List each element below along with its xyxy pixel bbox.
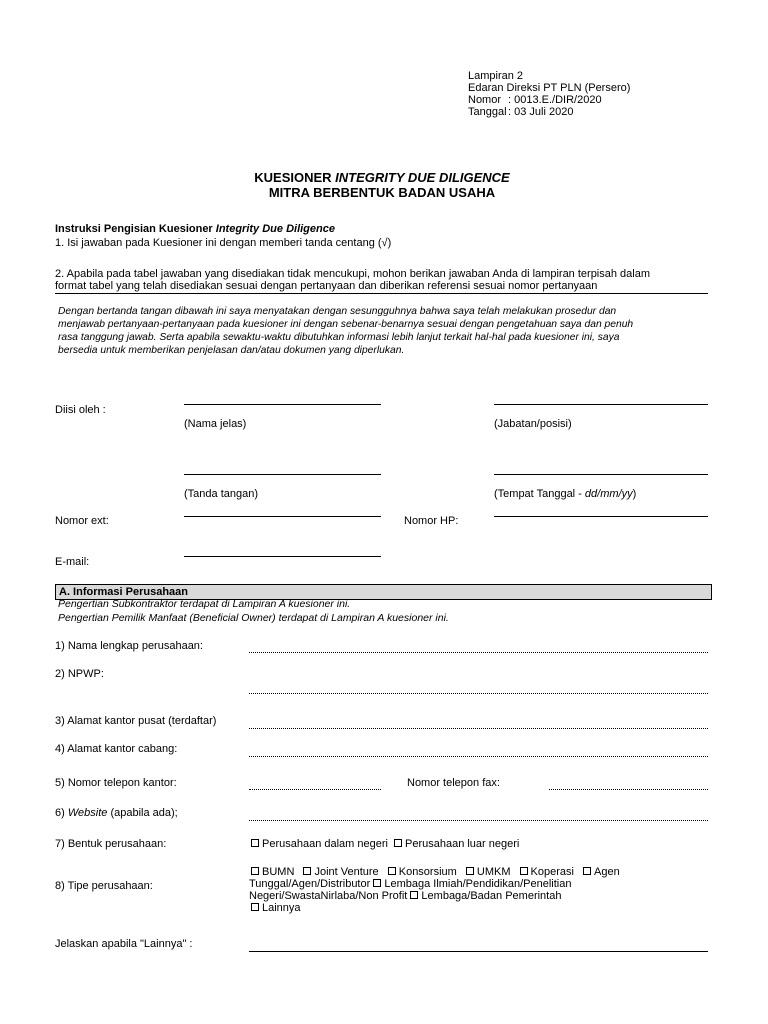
- instructions-heading-prefix: Instruksi Pengisian Kuesioner: [55, 223, 216, 235]
- title-prefix: KUESIONER: [254, 170, 336, 185]
- q4-field[interactable]: [249, 756, 708, 757]
- q8-option-label: Lainnya: [262, 902, 301, 914]
- checkbox-icon: [251, 903, 259, 911]
- q8-option-lainnya[interactable]: [251, 902, 301, 914]
- nomor-ext-field[interactable]: [184, 516, 381, 517]
- instructions-heading: [55, 223, 335, 235]
- instructions-heading-italic: Integrity Due Diligence: [215, 223, 335, 235]
- q8-options-line1: [251, 866, 626, 878]
- q7-options: [251, 838, 525, 850]
- checkbox-icon: [410, 891, 418, 899]
- statement-line-1: Dengan bertanda tangan dibawah ini saya menyatakan dengan sesungguhnya bahwa saya telah melakukan prosedur dan: [58, 306, 617, 317]
- checkbox-icon: [388, 867, 396, 875]
- q8-option-label: UMKM: [476, 866, 511, 878]
- instruction-item-2-line2: format tabel yang telah disediakan sesuai dengan pertanyaan dan diberikan referensi sesuai nomor pertanyaan: [55, 280, 598, 292]
- nomor-value: : 0013.E./DIR/2020: [508, 94, 602, 106]
- tempat-tanggal-field[interactable]: [494, 474, 708, 475]
- q8-option-umkm[interactable]: [466, 866, 511, 878]
- tempat-tanggal-prefix: (Tempat Tanggal -: [494, 488, 585, 500]
- edaran-label: Edaran Direksi PT PLN (Persero): [468, 82, 631, 94]
- instruction-item-2-line1: 2. Apabila pada tabel jawaban yang disediakan tidak mencukupi, mohon berikan jawaban Anda di lampiran terpisah dalam: [55, 268, 651, 280]
- checkbox-icon: [466, 867, 474, 875]
- nomor-key: Nomor: [468, 94, 502, 106]
- q3-field[interactable]: [249, 728, 708, 729]
- checkbox-icon: [394, 839, 402, 847]
- q8-option-label: BUMN: [262, 866, 295, 878]
- document-title-line2: MITRA BERBENTUK BADAN USAHA: [268, 185, 496, 200]
- q2-label: 2) NPWP:: [55, 668, 104, 680]
- q8-option-lembaga-ilmiah[interactable]: [373, 878, 571, 890]
- q8-option-koperasi[interactable]: [520, 866, 574, 878]
- q6-suffix: (apabila ada);: [107, 807, 178, 819]
- q6-label: [55, 807, 178, 819]
- q5-fax-field[interactable]: [549, 789, 708, 790]
- q6-website: Website: [67, 807, 108, 819]
- q8-label: 8) Tipe perusahaan:: [55, 880, 153, 892]
- q1-label: 1) Nama lengkap perusahaan:: [55, 640, 203, 652]
- lainnya-field[interactable]: [249, 951, 708, 952]
- q8-options-line4: [251, 902, 307, 914]
- title-italic: INTEGRITY DUE DILIGENCE: [335, 170, 510, 185]
- q8-option-joint-venture[interactable]: [303, 866, 378, 878]
- statement-line-4: bersedia untuk memberikan penjelasan dan/atau dokumen yang diperlukan.: [58, 345, 405, 356]
- q8-option-label: Lembaga/Badan Pemerintah: [421, 890, 562, 902]
- diisi-oleh-label: Diisi oleh :: [55, 404, 106, 416]
- tanggal-row: [468, 106, 573, 118]
- q7-option-label: Perusahaan dalam negeri: [262, 838, 388, 850]
- q8-option-bumn[interactable]: [251, 866, 294, 878]
- q6-prefix: 6): [55, 807, 68, 819]
- nomor-ext-label: Nomor ext:: [55, 515, 109, 527]
- nomor-hp-label: Nomor HP:: [404, 515, 459, 527]
- checkbox-icon: [373, 879, 381, 887]
- q8-agen-continuation: Tunggal/Agen/Distributor: [249, 878, 371, 890]
- lampiran-label: Lampiran 2: [468, 70, 524, 82]
- q8-option-lembaga-pemerintah[interactable]: [410, 890, 561, 902]
- q5-label: 5) Nomor telepon kantor:: [55, 777, 177, 789]
- q8-lembaga-ilmiah-continuation: Negeri/SwastaNirlaba/Non Profit: [249, 890, 408, 902]
- q8-option-label: Konsorsium: [398, 866, 457, 878]
- tanggal-value: : 03 Juli 2020: [508, 106, 574, 118]
- nama-jelas-field[interactable]: [184, 404, 381, 405]
- q8-options-line3: [249, 890, 567, 902]
- document-title-line1: [0, 170, 764, 185]
- checkbox-icon: [520, 867, 528, 875]
- email-field[interactable]: [184, 556, 381, 557]
- q7-option-label: Perusahaan luar negeri: [404, 838, 520, 850]
- q8-option-label: Joint Venture: [314, 866, 379, 878]
- q3-label: 3) Alamat kantor pusat (terdaftar): [55, 715, 217, 727]
- q2-field[interactable]: [249, 693, 708, 694]
- nomor-hp-field[interactable]: [494, 516, 708, 517]
- checkbox-icon: [251, 839, 259, 847]
- nomor-row: [468, 94, 602, 106]
- statement-line-2: menjawab pertanyaan-pertanyaan pada kuesioner ini dengan sebenar-benarnya sesuai dengan pengetahuan saya dan penuh: [58, 319, 634, 330]
- section-a-note-2: Pengertian Pemilik Manfaat (Beneficial Owner) terdapat di Lampiran A kuesioner ini.: [58, 612, 449, 624]
- q6-field[interactable]: [249, 820, 708, 821]
- email-label: E-mail:: [55, 556, 90, 568]
- tempat-tanggal-label: [494, 488, 636, 500]
- tanggal-key: Tanggal: [468, 106, 507, 118]
- lainnya-label: Jelaskan apabila "Lainnya" :: [55, 938, 193, 950]
- q7-option-dalam-negeri[interactable]: [251, 838, 388, 850]
- q8-option-label: Koperasi: [530, 866, 574, 878]
- nama-jelas-label: (Nama jelas): [184, 418, 247, 430]
- checkbox-icon: [303, 867, 311, 875]
- q8-options-line2: [249, 878, 577, 890]
- section-a-note-1: Pengertian Subkontraktor terdapat di Lampiran A kuesioner ini.: [58, 598, 351, 610]
- q1-field[interactable]: [249, 652, 708, 653]
- tanda-tangan-label: (Tanda tangan): [184, 488, 258, 500]
- q8-option-label: Lembaga Ilmiah/Pendidikan/Penelitian: [384, 878, 572, 890]
- checkbox-icon: [251, 867, 259, 875]
- q8-option-label: Agen: [594, 866, 620, 878]
- q8-option-konsorsium[interactable]: [388, 866, 457, 878]
- tempat-tanggal-format: dd/mm/yy: [584, 488, 633, 500]
- checkbox-icon: [583, 867, 591, 875]
- statement-line-3: rasa tanggung jawab. Serta apabila sewaktu-waktu dibutuhkan informasi lebih lanjut terkait hal-hal pada kuesioner ini, saya: [58, 332, 620, 343]
- q4-label: 4) Alamat kantor cabang:: [55, 743, 178, 755]
- tanda-tangan-field[interactable]: [184, 474, 381, 475]
- section-a-header: A. Informasi Perusahaan: [55, 584, 712, 600]
- instructions-divider: [55, 293, 708, 294]
- tempat-tanggal-suffix: ): [632, 488, 637, 500]
- instruction-item-1: 1. Isi jawaban pada Kuesioner ini dengan memberi tanda centang (√): [55, 237, 392, 249]
- q5-field[interactable]: [249, 789, 381, 790]
- q7-option-luar-negeri[interactable]: [394, 838, 519, 850]
- q8-option-agen[interactable]: [583, 866, 620, 878]
- q7-label: 7) Bentuk perusahaan:: [55, 838, 167, 850]
- jabatan-field[interactable]: [494, 404, 708, 405]
- q5-fax-label: Nomor telepon fax:: [407, 777, 500, 789]
- jabatan-label: (Jabatan/posisi): [494, 418, 572, 430]
